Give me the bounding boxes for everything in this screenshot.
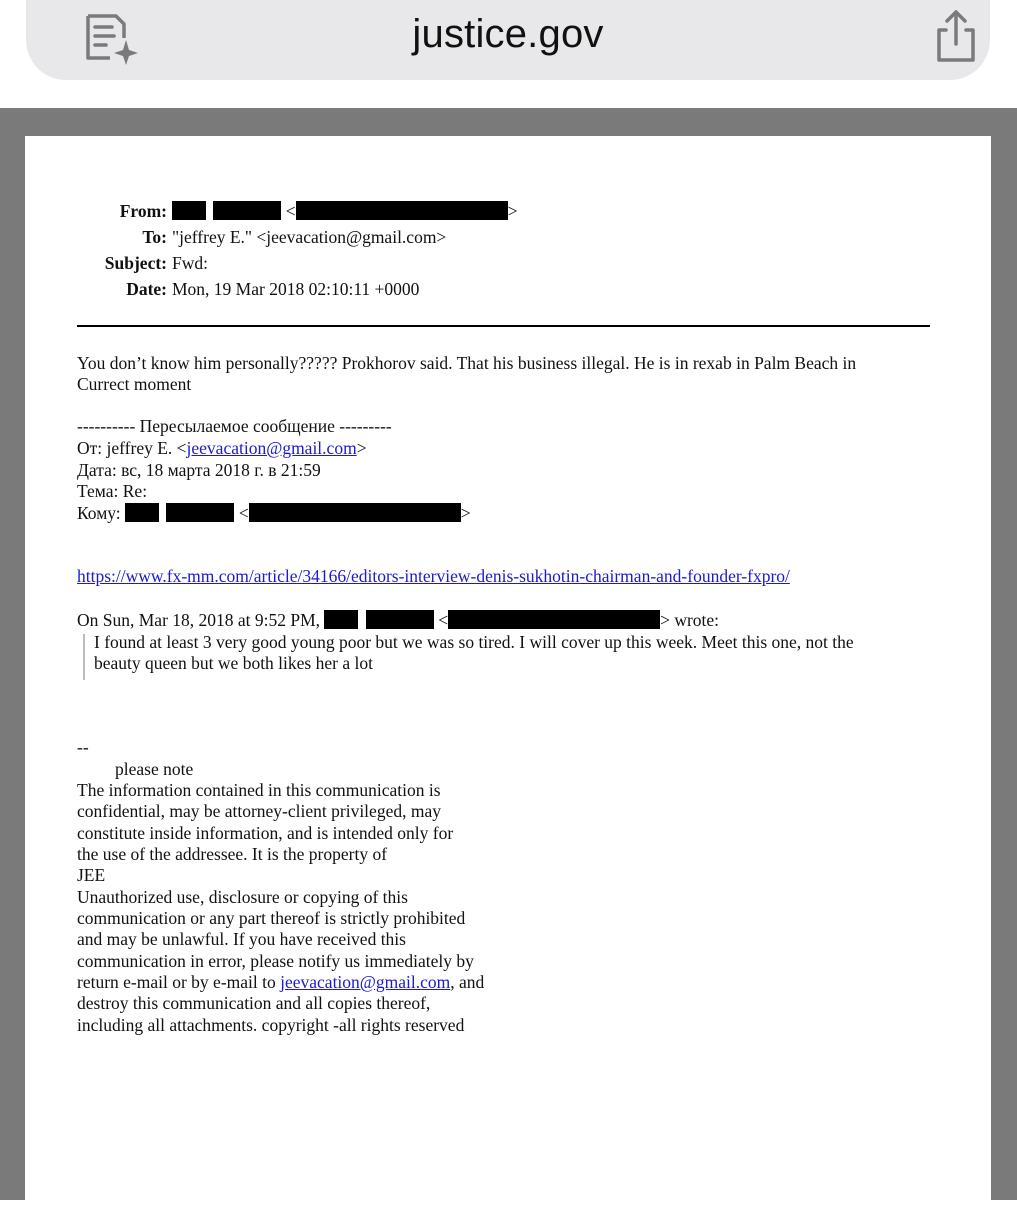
disclaimer-line: communication in error, please notify us immediately by bbox=[77, 951, 474, 971]
redaction-box bbox=[249, 503, 461, 522]
redaction-box bbox=[166, 503, 234, 522]
body-line-2: Currect moment bbox=[77, 374, 192, 394]
to-value: "jeffrey E." <jeevacation@gmail.com> bbox=[172, 227, 447, 247]
date-value: Mon, 19 Mar 2018 02:10:11 +0000 bbox=[172, 279, 420, 299]
to-label: To: bbox=[142, 227, 167, 247]
share-icon[interactable] bbox=[929, 8, 983, 64]
quote-line-1: I found at least 3 very good young poor but we was so tired. I will cover up this week. Meet this one, not the bbox=[94, 632, 854, 652]
article-link[interactable] bbox=[77, 566, 790, 587]
forward-from-email-link[interactable]: jeevacation@gmail.com bbox=[186, 438, 357, 458]
disclaimer-line: and may be unlawful. If you have received this bbox=[77, 929, 406, 949]
redaction-box bbox=[448, 610, 660, 629]
url-text[interactable]: justice.gov bbox=[412, 12, 604, 56]
browser-toolbar bbox=[0, 0, 1017, 108]
disclaimer-line: Unauthorized use, disclosure or copying of this bbox=[77, 887, 408, 907]
forward-to: Кому: < > bbox=[77, 503, 471, 523]
disclaimer-line: the use of the addressee. It is the property of bbox=[77, 844, 388, 864]
disclaimer-line: constitute inside information, and is intended only for bbox=[77, 823, 454, 843]
disclaimer-email-link[interactable]: jeevacation@gmail.com bbox=[280, 972, 451, 992]
header-divider bbox=[77, 325, 930, 327]
forward-subject: Тема: Re: bbox=[77, 481, 148, 501]
disclaimer-line: destroy this communication and all copies thereof, bbox=[77, 993, 431, 1013]
disclaimer-line: The information contained in this communication is bbox=[77, 780, 441, 800]
signature-dashes: -- bbox=[77, 737, 89, 757]
disclaimer-line: return e-mail or by e-mail to jeevacation@gmail.com, and bbox=[77, 972, 485, 992]
forward-from: От: jeffrey E. <jeevacation@gmail.com> bbox=[77, 438, 367, 458]
address-bar[interactable] bbox=[26, 0, 990, 80]
quote-attribution: On Sun, Mar 18, 2018 at 9:52 PM, < > wrote: bbox=[77, 610, 720, 630]
redaction-box bbox=[172, 201, 206, 220]
quote-line-2: beauty queen but we both likes her a lot bbox=[94, 653, 373, 673]
disclaimer-line: JEE bbox=[77, 865, 106, 885]
from-label: From: bbox=[119, 201, 167, 221]
redaction-box bbox=[213, 201, 281, 220]
disclaimer-line: communication or any part thereof is strictly prohibited bbox=[77, 908, 466, 928]
forward-header: ---------- Пересылаемое сообщение --------- bbox=[77, 416, 392, 436]
disclaimer-line: confidential, may be attorney-client privileged, may bbox=[77, 801, 441, 821]
subject-label: Subject: bbox=[104, 253, 167, 273]
forward-date: Дата: вс, 18 марта 2018 г. в 21:59 bbox=[77, 460, 321, 480]
redaction-box bbox=[296, 201, 508, 220]
document-viewer[interactable] bbox=[0, 108, 1017, 1200]
body-line-1: You don’t know him personally????? Prokhorov said. That his business illegal. He is in rexab in Palm Beach in bbox=[77, 353, 857, 373]
article-url[interactable]: https://www.fx-mm.com/article/34166/editors-interview-denis-sukhotin-chairman-and-founder-fxpro/ bbox=[77, 566, 790, 586]
disclaimer-line: including all attachments. copyright -all rights reserved bbox=[77, 1015, 465, 1035]
from-value: < > bbox=[172, 201, 518, 222]
redaction-box bbox=[366, 610, 434, 629]
signature-note: please note bbox=[115, 759, 194, 779]
date-label: Date: bbox=[126, 279, 167, 299]
quote-bar bbox=[83, 634, 85, 680]
document-page bbox=[25, 136, 991, 1206]
redaction-box bbox=[125, 503, 159, 522]
redaction-box bbox=[324, 610, 358, 629]
subject-value: Fwd: bbox=[172, 253, 208, 273]
